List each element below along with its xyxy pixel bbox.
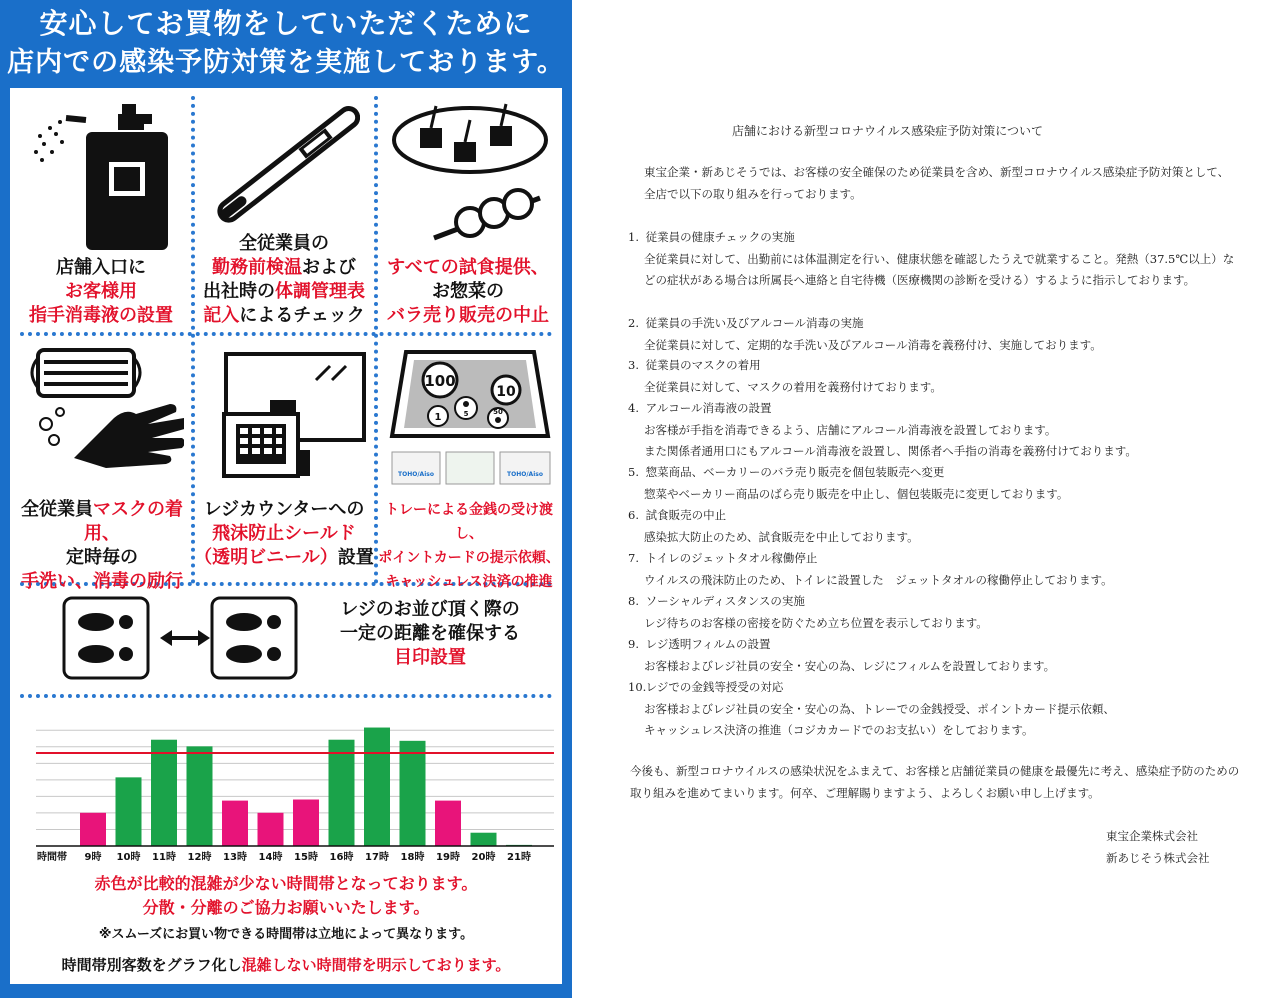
cell-shield-text: レジカウンターへの 飛沫防止シールド （透明ビニール）設置 (194, 499, 374, 568)
chart-tick-labels (37, 850, 531, 863)
x-axis-label: 時間帯 (37, 852, 67, 863)
measure-item: 6. 試食販売の中止 感染拡大防止のため、試食販売を中止しております。 (628, 508, 919, 544)
hourly-customers-chart (36, 718, 554, 864)
cell-temperature-text: 全従業員の 勤務前検温および 出社時の体調管理表 記入によるチェック (203, 233, 365, 326)
bar-18時 (400, 741, 426, 846)
food-samples-icon (390, 100, 550, 250)
coin-1: 1 (434, 412, 442, 423)
bar-9時 (80, 813, 106, 846)
bar-15時 (293, 800, 319, 847)
measure-item: 7. トイレのジェットタオル稼働停止 ウイルスの飛沫防止のため、トイレに設置した ジェットタオルの稼働停止しております。 (628, 551, 1113, 587)
footer-note-small: ※スムーズにお買い物できる時間帯は立地によって異なります。 (98, 927, 474, 942)
coin-100: 100 (424, 372, 456, 390)
infection-prevention-poster (0, 0, 572, 998)
cell-sanitizer-text: 店舗入口に お客様用 指手消毒液の設置 (29, 257, 173, 326)
poster-title: 安心してお買物をしていただくために 店内での感染予防対策を実施しております。 (7, 7, 565, 78)
thermometer-icon (210, 106, 360, 226)
bar-19時 (435, 801, 461, 846)
card-label: TOHO/Aiso (507, 471, 543, 478)
x-tick-label: 10時 (116, 852, 141, 863)
measure-item: 10. レジでの金銭等授受の対応 お客様およびレジ社員の安全・安心の為、トレーでの金銭授受、ポイントカード提示依頼、 キャッシュレス決済の推進（コジカカードでのお支払い）をしております。 (628, 680, 1115, 737)
distance-text: レジのお並び頂く際の 一定の距離を確保する 目印設置 (340, 599, 520, 668)
footprints-distance-icon (62, 596, 298, 680)
x-tick-label: 17時 (365, 852, 389, 863)
coin-50: 50 (493, 408, 503, 416)
register-shield-icon (206, 350, 370, 480)
bar-20時 (471, 833, 497, 846)
coin-5: 5 (463, 410, 469, 418)
measure-item: 8. ソーシャルディスタンスの実施 レジ待ちのお客様の密接を防ぐため立ち位置を表示しております。 (628, 594, 988, 630)
mask-handwash-icon (24, 348, 184, 478)
measure-item: 9. レジ透明フィルムの設置 お客様およびレジ社員の安全・安心の為、レジにフィルムを設置しております。 (628, 637, 1056, 673)
measure-item: 3. 従業員のマスクの着用 全従業員に対して、マスクの着用を義務付けております。 (628, 358, 942, 394)
x-tick-label: 12時 (187, 852, 212, 863)
x-tick-label: 19時 (436, 852, 460, 863)
x-tick-label: 21時 (507, 852, 531, 863)
document-closing: 今後も、新型コロナウイルスの感染状況をふまえて、お客様と店舗従業員の健康を最優先に考え、感染症予防のための取り組みを進めてまいります。何卒、ご理解賜りますよう、よろしくお願い申し上げます。 (630, 764, 1240, 800)
bar-17時 (364, 728, 390, 846)
x-tick-label: 15時 (294, 852, 318, 863)
x-tick-label: 14時 (258, 852, 283, 863)
cell-tray-text: トレーによる金銭の受け渡し、 ポイントカードの提示依頼、 キャッシュレス決済の推進 (378, 502, 560, 590)
bar-13時 (222, 801, 248, 846)
x-tick-label: 13時 (223, 852, 247, 863)
chart-bars (80, 728, 532, 846)
bar-14時 (258, 813, 284, 846)
footer-note-bottom: 時間帯別客数をグラフ化し混雑しない時間帯を明示しております。 (61, 956, 511, 974)
cell-mask-text: 全従業員マスクの着用、 定時毎の 手洗い、消毒の励行 (21, 499, 183, 592)
coin-10: 10 (496, 384, 516, 400)
double-arrow-icon (160, 630, 210, 646)
bar-11時 (151, 740, 177, 846)
poster-panel (10, 88, 562, 984)
bar-12時 (187, 746, 213, 846)
sanitizer-bottle-icon (30, 102, 180, 252)
measure-item: 2. 従業員の手洗い及びアルコール消毒の実施 全従業員に対して、定期的な手洗い及びアルコール消毒を義務付け、実施しております。 (628, 316, 1102, 352)
x-tick-label: 20時 (471, 852, 496, 863)
measure-item: 1. 従業員の健康チェックの実施 全従業員に対して、出勤前には体温測定を行い、健康状態を確認したうえで就業すること。発熱（37.5℃以上）などの症状がある場合は所属長へ連絡と自宅待機（医療機関の診断を受ける）するように指示しております。 (628, 230, 1235, 287)
footer-note-red: 赤色が比較的混雑が少ない時間帯となっております。 分散・分離のご協力お願いいたします。 (94, 874, 478, 917)
document-title: 店舗における新型コロナウイルス感染症予防対策について (732, 124, 1044, 138)
card-label: TOHO/Aiso (398, 471, 434, 478)
coin-tray-icon (388, 348, 554, 488)
divider (20, 332, 552, 336)
document-intro: 東宝企業・新あじそうでは、お客様の安全確保のため従業員を含め、新型コロナウイルス感染症予防対策として、 全店で以下の取り組みを行っております。 (644, 165, 1230, 201)
x-tick-label: 16時 (329, 852, 354, 863)
measure-item: 4. アルコール消毒液の設置 お客様が手指を消毒できるよう、店舗にアルコール消毒液を設置しております。 また関係者通用口にもアルコール消毒液を設置し、関係者へ手指の消毒を義務付けております。 (628, 401, 1137, 458)
x-tick-label: 9時 (84, 852, 102, 863)
bar-10時 (116, 777, 142, 846)
measure-item: 5. 惣菜商品、ベーカリーのバラ売り販売を個包装販売へ変更 惣菜やベーカリー商品のばら売り販売を中止し、個包装販売に変更しております。 (628, 465, 1069, 501)
bar-16時 (329, 740, 355, 846)
divider (20, 694, 552, 698)
cell-samples-text: すべての試食提供、 お惣菜の バラ売り販売の中止 (387, 257, 549, 326)
document-signature: 東宝企業株式会社 新あじそう株式会社 (1106, 829, 1210, 865)
x-tick-label: 11時 (152, 852, 176, 863)
x-tick-label: 18時 (400, 852, 425, 863)
